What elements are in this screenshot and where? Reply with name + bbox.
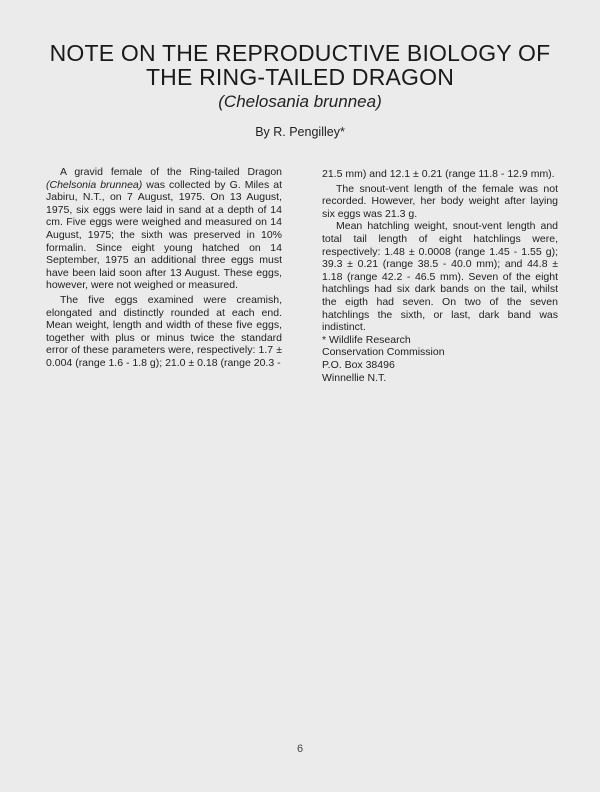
- author-address: [322, 334, 558, 384]
- page-number: 6: [296, 743, 304, 755]
- article-title-line-2: THE RING-TAILED DRAGON: [145, 64, 455, 90]
- paragraph-egg-measurements-continued: 21.5 mm) and 12.1 ± 0.21 (range 11.8 - 12.9 mm).: [322, 168, 555, 180]
- left-text-column: [46, 166, 282, 370]
- paragraph-collection: [46, 166, 282, 292]
- article-title-line-1: NOTE ON THE REPRODUCTIVE BIOLOGY OF: [49, 40, 551, 66]
- right-text-column: [322, 168, 558, 384]
- author-byline: By R. Pengilley*: [255, 125, 345, 139]
- address-line: Conservation Commission: [322, 346, 445, 359]
- address-line: Winnellie N.T.: [322, 371, 387, 384]
- species-subtitle: (Chelosania brunnea): [218, 92, 382, 111]
- paragraph-female-weight: The snout-vent length of the female was not recorded. However, her body weight after laying six eggs was 21.3 g.: [322, 182, 558, 220]
- species-name-inline: (Chelsonia brunnea): [46, 178, 143, 191]
- paragraph-collection-rest: was collected by G. Miles at Jabiru, N.T., on 7 August, 1975. On 13 August, 1975, six eggs were laid in sand at a depth of 14 cm. Five eggs were weighed and measured on 14 August, 1975; the sixth was preserved in 10% formalin. Since eight young hatched on 14 September, 1975 an additional three eggs must have been laid soon after 13 August. These eggs, however, were not weighed or measured.: [46, 178, 282, 292]
- paragraph-egg-measurements: The five eggs examined were creamish, elongated and distinctly rounded at each end. Mean weight, length and width of these five eggs, together with plus or minus twice the standard error of these parameters were, respectively: 1.7 ± 0.004 (range 1.6 - 1.8 g); 21.0 ± 0.18 (range 20.3 -: [46, 293, 282, 369]
- address-line: * Wildlife Research: [322, 333, 411, 346]
- paragraph-hatchlings: Mean hatchling weight, snout-vent length and total tail length of eight hatchlings were, respectively: 1.48 ± 0.0008 (range 1.45 - 1.55 g); 39.3 ± 0.21 (range 38.5 - 40.0 mm); and 44.8 ± 1.18 (range 42.2 - 46.5 mm). Seven of the eight hatchlings had six dark bands on the tail, whilst the eigth had seven. On two of the seven hatchlings the sixth, or last, dark band was indistinct.: [322, 220, 558, 334]
- address-line: P.O. Box 38496: [322, 358, 395, 371]
- paragraph-collection-start: A gravid female of the Ring-tailed Dragon: [60, 166, 282, 178]
